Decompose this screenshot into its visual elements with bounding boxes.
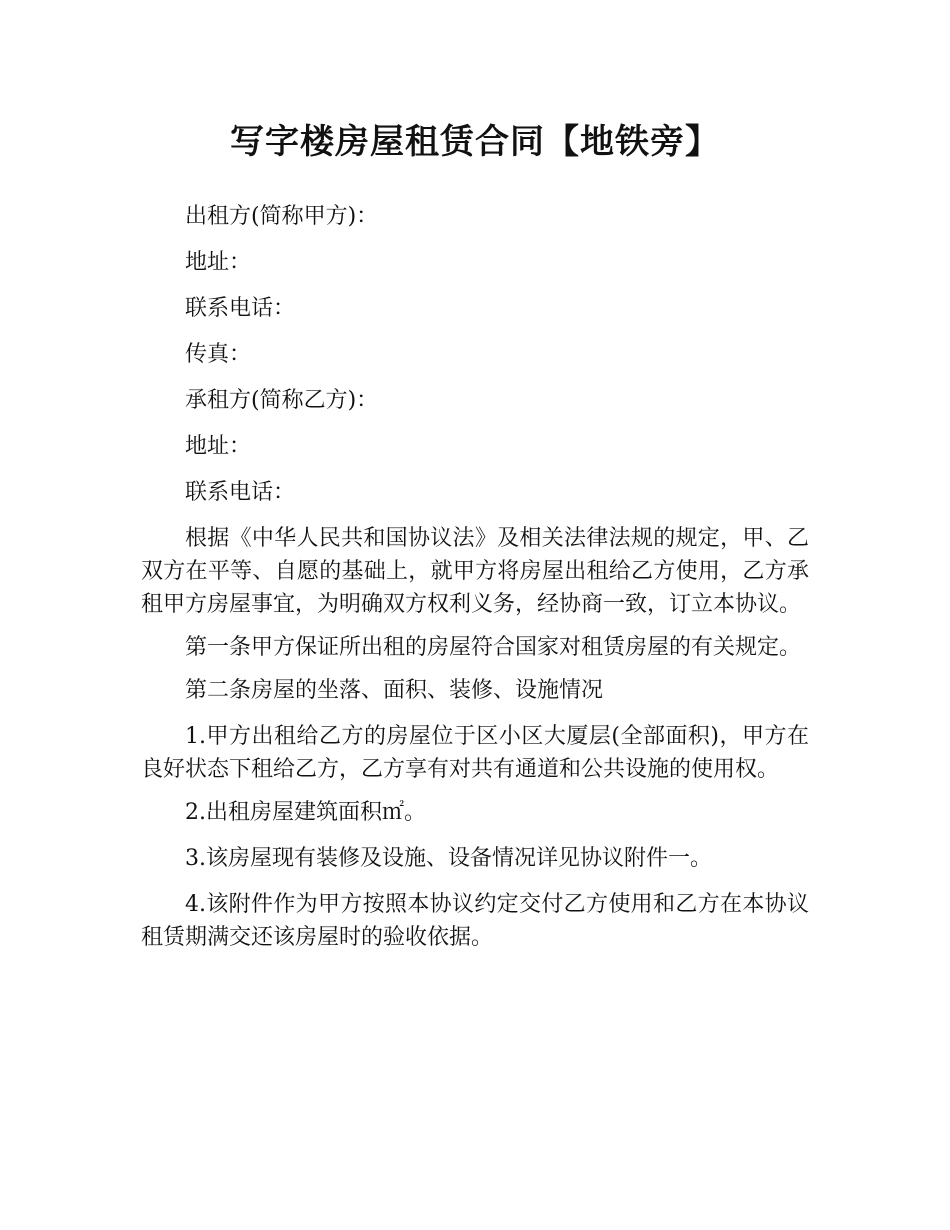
paragraph-article-2: 第二条房屋的坐落、面积、装修、设施情况 (185, 678, 604, 703)
paragraph-lessor-fax: 传真： (185, 342, 252, 367)
paragraph-lessee-address: 地址： (185, 434, 252, 459)
paragraph-lessee: 承租方(简称乙方)： (185, 388, 379, 413)
paragraph-item-2: 2.出租房屋建筑面积㎡。 (185, 800, 426, 825)
document-title: 写字楼房屋租赁合同【地铁旁】 (230, 122, 720, 162)
paragraph-article-1: 第一条甲方保证所出租的房屋符合国家对租赁房屋的有关规定。 (185, 635, 802, 660)
paragraph-lessee-phone: 联系电话： (185, 480, 296, 505)
paragraph-item-3: 3.该房屋现有装修及设施、设备情况详见协议附件一。 (185, 846, 712, 871)
document-body (141, 200, 809, 964)
paragraph-lessor-address: 地址： (185, 250, 252, 275)
paragraph-lessor-phone: 联系电话： (185, 296, 296, 321)
paragraph-item-4: 4.该附件作为甲方按照本协议约定交付乙方使用和乙方在本协议租赁期满交还该房屋时的验收依据。 (141, 892, 809, 950)
paragraph-item-1: 1.甲方出租给乙方的房屋位于区小区大厦层(全部面积)，甲方在良好状态下租给乙方，乙方享有对共有通道和公共设施的使用权。 (141, 724, 809, 782)
paragraph-lessor: 出租方(简称甲方)： (185, 204, 379, 229)
paragraph-preamble: 根据《中华人民共和国协议法》及相关法律法规的规定，甲、乙双方在平等、自愿的基础上，就甲方将房屋出租给乙方使用，乙方承租甲方房屋事宜，为明确双方权利义务，经协商一致，订立本协议。 (141, 526, 809, 617)
